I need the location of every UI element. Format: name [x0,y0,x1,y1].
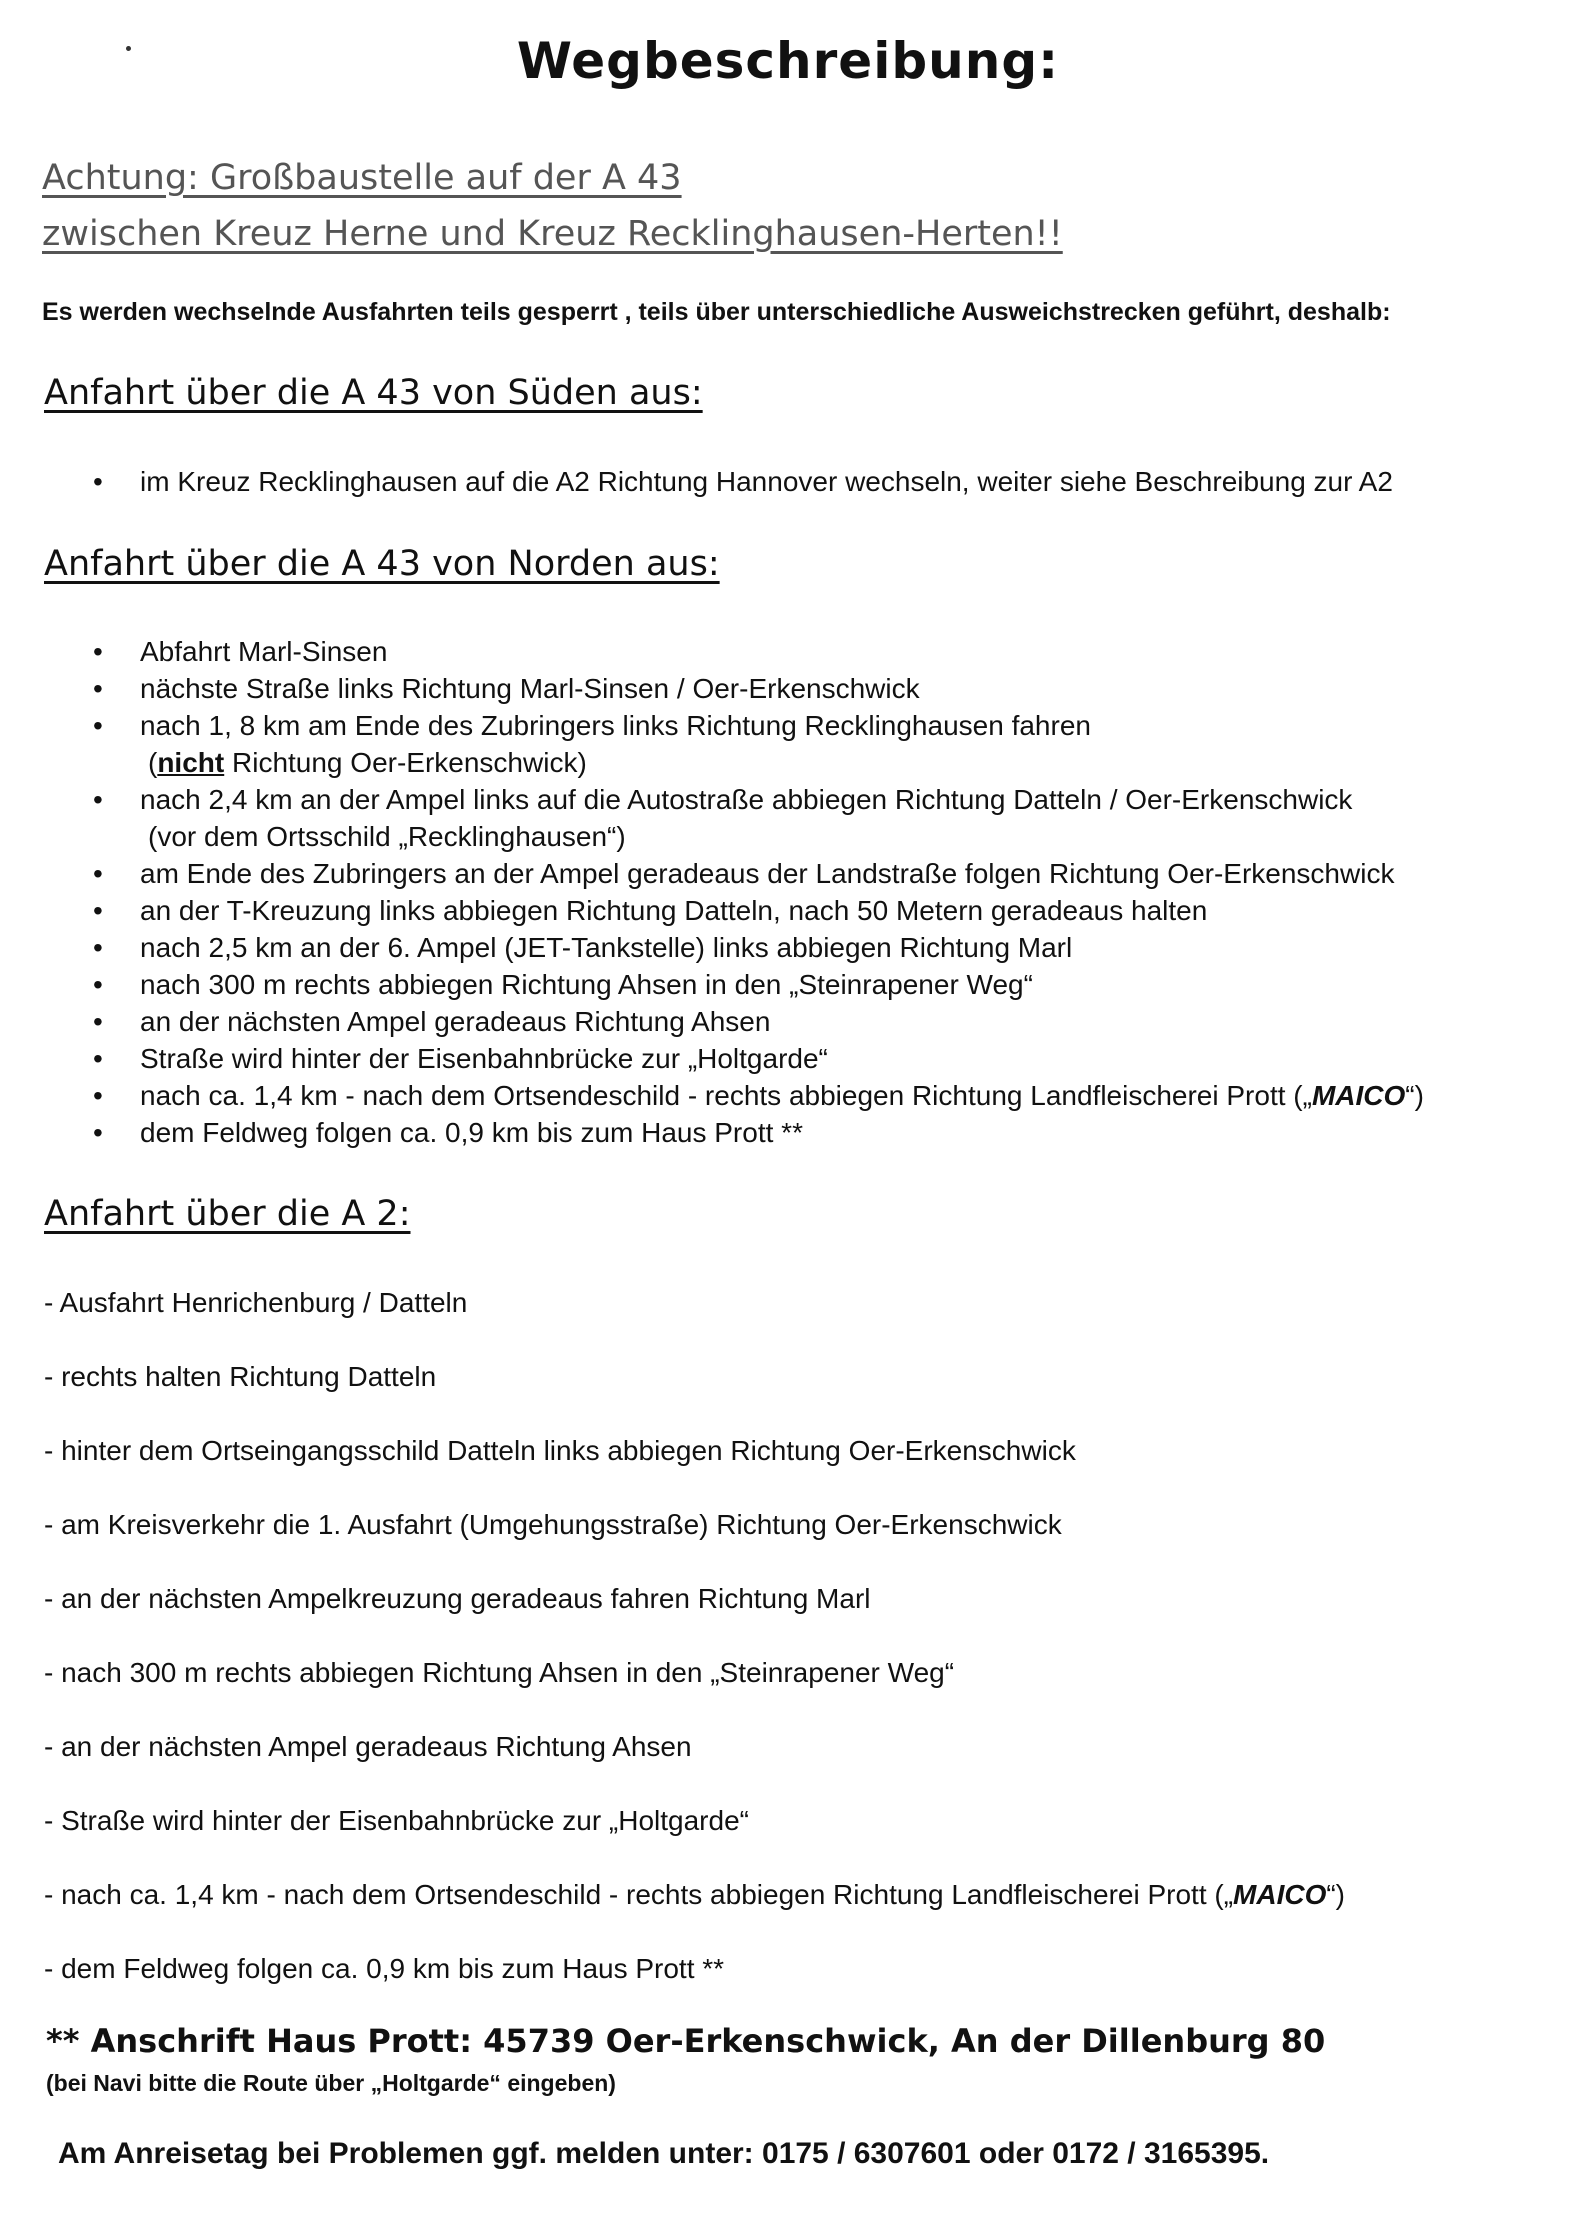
bullet-icon: • [93,466,103,497]
list-item: • an der T-Kreuzung links abbiegen Richtung Datteln, nach 50 Metern geradeaus halten [0,892,1424,929]
heading-south: Anfahrt über die A 43 von Süden aus: [44,373,703,413]
list-item: - rechts halten Richtung Datteln [44,1361,437,1392]
bullet-icon: • [93,969,103,1000]
address-line: ** Anschrift Haus Prott: 45739 Oer-Erkenschwick, An der Dillenburg 80 [46,2022,1326,2060]
bullet-icon: • [93,710,103,741]
list-item: • nächste Straße links Richtung Marl-Sinsen / Oer-Erkenschwick [0,670,1424,707]
list-item: • nach 2,5 km an der 6. Ampel (JET-Tankstelle) links abbiegen Richtung Marl [0,929,1424,966]
list-item: - hinter dem Ortseingangsschild Datteln links abbiegen Richtung Oer-Erkenschwick [44,1435,1076,1466]
list-south [0,463,1393,500]
warning-line-2: zwischen Kreuz Herne und Kreuz Recklinghausen-Herten!! [42,214,1063,254]
contact-line: Am Anreisetag bei Problemen ggf. melden unter: 0175 / 6307601 oder 0172 / 3165395. [58,2137,1270,2170]
navi-note: (bei Navi bitte die Route über „Holtgarde“ eingeben) [46,2070,616,2096]
list-north [0,633,1424,1151]
list-item: • Straße wird hinter der Eisenbahnbrücke zur „Holtgarde“ [0,1040,1424,1077]
bullet-icon: • [93,858,103,889]
bullet-icon: • [93,673,103,704]
bullet-icon: • [93,784,103,815]
list-item: - dem Feldweg folgen ca. 0,9 km bis zum Haus Prott ** [44,1953,725,1984]
maico-brand: MAICO [1311,1080,1406,1111]
page-title: Wegbeschreibung: [516,32,1060,90]
list-item-sub: (nicht Richtung Oer-Erkenschwick) [148,747,587,778]
bullet-icon: • [93,1043,103,1074]
maico-brand: MAICO [1233,1879,1327,1910]
heading-north: Anfahrt über die A 43 von Norden aus: [44,544,720,584]
bullet-icon: • [93,1080,103,1111]
list-item-sub: (vor dem Ortsschild „Recklinghausen“) [148,821,626,852]
list-item: - an der nächsten Ampel geradeaus Richtung Ahsen [44,1731,692,1762]
bullet-icon: • [93,636,103,667]
list-item: - Ausfahrt Henrichenburg / Datteln [44,1287,468,1318]
list-item: • nach 2,4 km an der Ampel links auf die Autostraße abbiegen Richtung Datteln / Oer-Erkenschwick (vor dem Ortsschild „Recklinghausen“) [0,781,1424,855]
warning-line-1: Achtung: Großbaustelle auf der A 43 [42,158,682,198]
bullet-icon: • [93,1006,103,1037]
list-item: - am Kreisverkehr die 1. Ausfahrt (Umgehungsstraße) Richtung Oer-Erkenschwick [44,1509,1062,1540]
list-item: • an der nächsten Ampel geradeaus Richtung Ahsen [0,1003,1424,1040]
bullet-icon: • [93,1117,103,1148]
bullet-icon: • [93,895,103,926]
list-item: • im Kreuz Recklinghausen auf die A2 Richtung Hannover wechseln, weiter siehe Beschreibung zur A2 [0,463,1393,500]
heading-a2: Anfahrt über die A 2: [44,1194,411,1234]
emphasis-nicht: nicht [157,747,225,778]
list-item: • nach ca. 1,4 km - nach dem Ortsendeschild - rechts abbiegen Richtung Landfleischerei Prott („MAICO“) [0,1077,1424,1114]
construction-warning [42,150,1063,262]
list-item: • am Ende des Zubringers an der Ampel geradeaus der Landstraße folgen Richtung Oer-Erkenschwick [0,855,1424,892]
intro-text: Es werden wechselnde Ausfahrten teils gesperrt , teils über unterschiedliche Ausweichstrecken geführt, deshalb: [42,298,1391,326]
list-a2 [44,1283,1345,2023]
list-item: • nach 1, 8 km am Ende des Zubringers links Richtung Recklinghausen fahren (nicht Richtung Oer-Erkenschwick) [0,707,1424,781]
list-item: - nach ca. 1,4 km - nach dem Ortsendeschild - rechts abbiegen Richtung Landfleischerei Prott („MAICO“) [44,1879,1346,1910]
list-item: - Straße wird hinter der Eisenbahnbrücke zur „Holtgarde“ [44,1805,749,1836]
list-item: - an der nächsten Ampelkreuzung geradeaus fahren Richtung Marl [44,1583,871,1614]
bullet-icon: • [93,932,103,963]
list-item: • Abfahrt Marl-Sinsen [0,633,1424,670]
list-item: - nach 300 m rechts abbiegen Richtung Ahsen in den „Steinrapener Weg“ [44,1657,955,1688]
list-item: • dem Feldweg folgen ca. 0,9 km bis zum Haus Prott ** [0,1114,1424,1151]
list-item: • nach 300 m rechts abbiegen Richtung Ahsen in den „Steinrapener Weg“ [0,966,1424,1003]
